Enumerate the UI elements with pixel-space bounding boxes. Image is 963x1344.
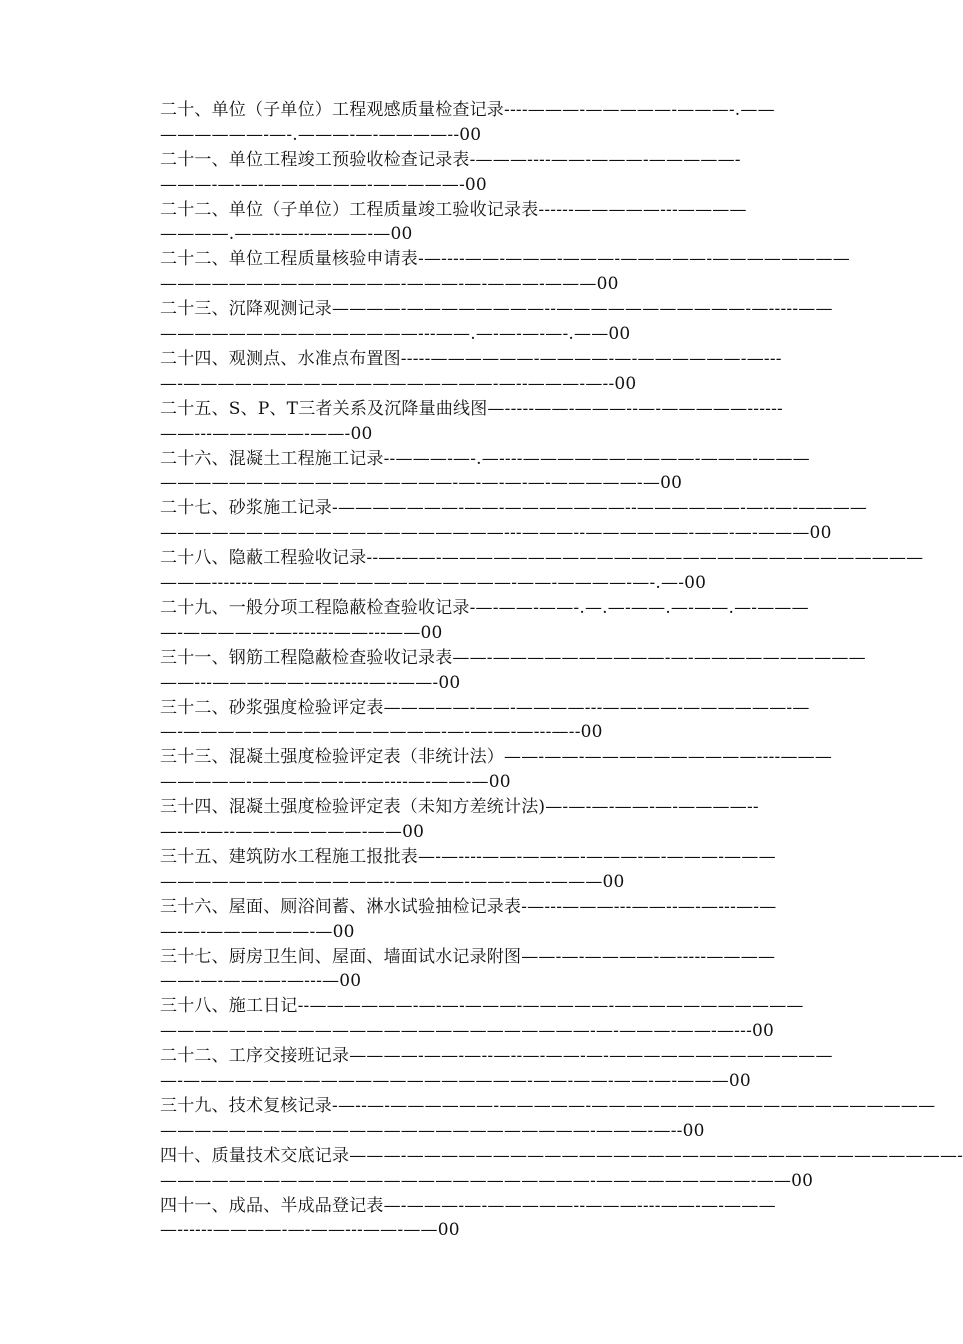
toc-entry-title-line: 二十五、S、P、T三者关系及沉降量曲线图—-----——-———--—-—————------	[160, 398, 783, 419]
toc-entry-leader-line: ——————————————-———-—-———-———00	[160, 274, 619, 295]
toc-entry	[160, 1094, 936, 1144]
toc-entry	[160, 148, 838, 198]
toc-entry-leader-line: —-—————-—-------——---——00	[160, 622, 443, 643]
toc-entry-leader-line: —-———————————————-—-—-—-—---—--00	[160, 722, 603, 743]
toc-entry-title-line: 三十四、混凝土强度检验评定表（未知方差统计法)—-—-—-——-—-————--	[160, 797, 759, 818]
toc-entry	[160, 1144, 963, 1194]
toc-entry-leader-line: ———-—-—-——————-—————-00	[160, 174, 487, 195]
toc-entry-leader-line: ————————————————————---———--——————-——-—-———00	[160, 523, 832, 544]
toc-entry-title-line: 四十一、成品、半成品登记表—-———-—-—————--———----——-—-———	[160, 1195, 776, 1216]
toc-entry-leader-line: ——-—-——-—-—---—00	[160, 971, 362, 992]
toc-entry-title-line: 二十三、沉降观测记录————-————————--———————————-—-----——	[160, 299, 833, 320]
toc-entry-title-line: 三十五、建筑防水工程施工报批表—-—----——-——-—-———-—-———-———	[160, 846, 776, 867]
toc-entry	[160, 696, 838, 746]
toc-entry	[160, 347, 838, 397]
toc-entry-title-line: 二十、单位（子单位）工程观感质量检查记录----———-—————-———-.——	[160, 100, 775, 120]
toc-entry-title-line: 三十三、混凝土强度检验评定表（非统计法）——-——-——————————----———	[160, 747, 833, 768]
toc-entry-title-line: 三十九、技术复核记录-—--—-——————-—————-————————————————————	[160, 1095, 936, 1116]
toc-entry-leader-line: —————————————————————————-—-———-——-—---00	[160, 1021, 775, 1042]
toc-entry-title-line: 二十九、一般分项工程隐蔽检查验收记录-—-——-——-.—.—-——.—-——.—-———	[160, 597, 809, 618]
toc-entry-title-line: 二十一、单位工程竣工预验收检查记录表-———----——-———-—————-	[160, 149, 741, 170]
toc-entry-leader-line: —————————————————————————-—————————-——00	[160, 1170, 814, 1191]
toc-entry-title-line: 二十八、隐蔽工程验收记录--—-——-————————————————————————————	[160, 548, 924, 569]
toc-entry	[160, 1044, 838, 1094]
toc-entry	[160, 297, 838, 347]
toc-entry-leader-line: ————.——--—--—-——-—00	[160, 224, 413, 245]
toc-entry	[160, 845, 838, 895]
toc-entry	[160, 1194, 838, 1244]
toc-entry-leader-line: —-——————————————————-—--———-—--00	[160, 373, 637, 394]
toc-entry-title-line: 四十、质量技术交底记录———-————————————————————————————————-	[160, 1145, 963, 1166]
toc-entry	[160, 646, 866, 696]
toc-entry-title-line: 二十二、单位工程质量核验申请表-—----——-———-———-—————-————————	[160, 249, 850, 270]
toc-entry-leader-line: —------————-—-——---——-——00	[160, 1220, 460, 1241]
toc-entry-title-line: 二十六、混凝土工程施工记录--———-—-.—----——————————-———-———	[160, 448, 810, 469]
toc-entry-leader-line: —————-—————-—-—----—-——-—00	[160, 772, 511, 793]
toc-entry-title-line: 二十七、砂浆施工记录-———————-——-———————--——————-—--—-————	[160, 498, 868, 519]
toc-entry	[160, 945, 838, 995]
toc-entry	[160, 198, 838, 248]
toc-entry-leader-line: ———-------———————————————-——-————-—-.—-00	[160, 573, 707, 594]
toc-entry-leader-line: —-————————————————————-——-——-——-—-———00	[160, 1071, 751, 1092]
toc-entry-leader-line: —————————————--————-——-——-———00	[160, 871, 625, 892]
toc-entry-title-line: 三十八、施工日记--——————-—-—-———-—————-———————————	[160, 996, 804, 1017]
toc-entry	[160, 994, 838, 1044]
toc-entry	[160, 795, 838, 845]
toc-entry	[160, 98, 838, 148]
toc-entry-title-line: 三十一、钢筋工程隐蔽检查验收记录表——-——————————-—-——————————	[160, 647, 866, 668]
toc-entry	[160, 596, 838, 646]
toc-entry	[160, 247, 850, 297]
toc-entry-leader-line: ———————————————---——.—-—-—-—-.——00	[160, 324, 631, 345]
toc-entry-leader-line: —————————————————————————-———-—--00	[160, 1120, 705, 1141]
toc-entry-leader-line: ——————-—-.———-—-————--00	[160, 124, 482, 145]
toc-entry-leader-line: ——---———-——-—-------—--——-00	[160, 672, 461, 693]
toc-entry	[160, 546, 924, 596]
toc-entry	[160, 895, 838, 945]
toc-entry-leader-line: —-—-——————-—00	[160, 921, 355, 942]
table-of-contents	[160, 98, 963, 1243]
toc-entry	[160, 397, 838, 447]
toc-entry-title-line: 二十四、观测点、水准点布置图-----——————-————-—-——————-—---	[160, 348, 782, 369]
toc-entry-leader-line: —-—-—--——-—————-——00	[160, 822, 425, 843]
toc-entry-leader-line: ——---——-———-——-00	[160, 423, 373, 444]
toc-entry-title-line: 三十七、厨房卫生间、屋面、墙面试水记录附图——-—-————-—-----————	[160, 946, 776, 967]
toc-entry-title-line: 三十六、屋面、厕浴间蓄、淋水试验抽检记录表-—---———---——--—-—---—-—	[160, 896, 777, 917]
toc-entry-title-line: 二十二、单位（子单位）工程质量竣工验收记录表------—————---————	[160, 199, 747, 220]
toc-entry	[160, 745, 838, 795]
toc-entry-leader-line: —————————————————-—-—-—-—-—————-—00	[160, 473, 683, 494]
toc-entry-title-line: 三十二、砂浆强度检验评定表—————-——-————---——-——-——————-—	[160, 697, 810, 718]
toc-entry-title-line: 二十二、工序交接班记录————-——-—--—--—-——-—-—————————————	[160, 1046, 833, 1067]
toc-entry	[160, 496, 868, 546]
toc-entry	[160, 447, 838, 497]
